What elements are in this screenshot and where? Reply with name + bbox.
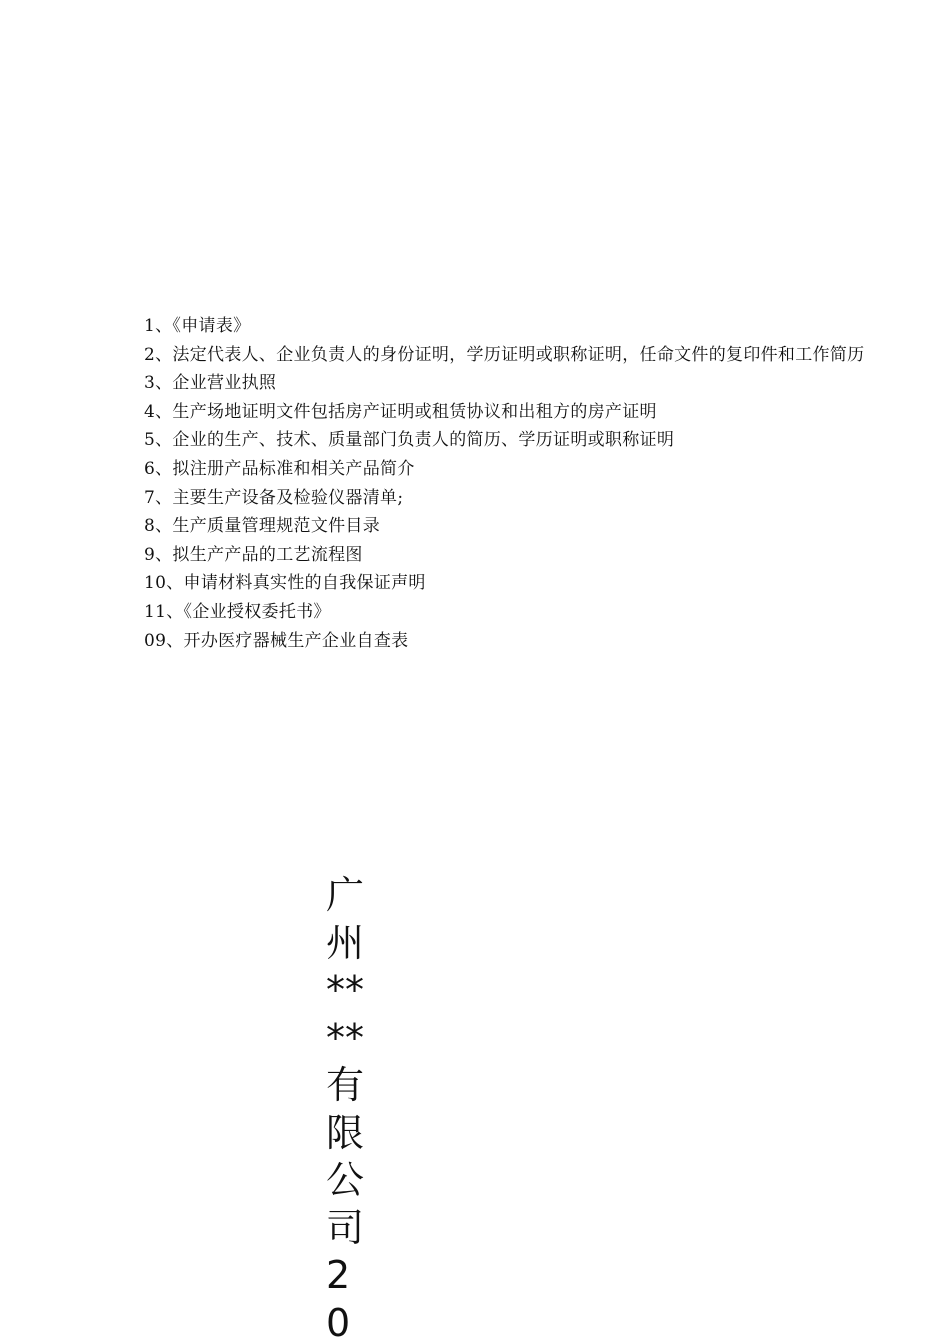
- company-char: 有: [326, 1063, 365, 1107]
- vertical-company-name: [326, 872, 374, 1344]
- material-item: 11、《企业授权委托书》: [144, 601, 331, 622]
- company-char: **: [326, 968, 364, 1012]
- material-item: 8、生产质量管理规范文件目录: [144, 516, 381, 537]
- materials-list: [144, 312, 872, 655]
- material-item: 5、企业的生产、技术、质量部门负责人的简历、学历证明或职称证明: [144, 430, 675, 451]
- company-char: 2: [326, 1253, 351, 1297]
- company-char: **: [326, 1015, 364, 1060]
- material-item: 6、拟注册产品标准和相关产品简介: [144, 458, 415, 479]
- company-char: 限: [326, 1110, 365, 1155]
- company-char: 广: [326, 873, 365, 917]
- material-item: 7、主要生产设备及检验仪器清单;: [144, 487, 404, 508]
- company-char: 公: [326, 1158, 365, 1202]
- material-item: 3、企业营业执照: [144, 373, 277, 394]
- material-item: 09、开办医疗器械生产企业自查表: [144, 630, 409, 651]
- material-item: 2、法定代表人、企业负责人的身份证明，学历证明或职称证明，任命文件的复印件和工作简历: [144, 344, 865, 365]
- material-item: 10、申请材料真实性的自我保证声明: [144, 573, 426, 594]
- company-char: 0: [326, 1300, 351, 1344]
- material-item: 1、《申请表》: [144, 316, 251, 336]
- material-item: 4、生产场地证明文件包括房产证明或租赁协议和出租方的房产证明: [144, 401, 657, 422]
- company-char: 州: [326, 920, 365, 965]
- material-item: 9、拟生产产品的工艺流程图: [144, 544, 363, 565]
- company-char: 司: [326, 1205, 365, 1250]
